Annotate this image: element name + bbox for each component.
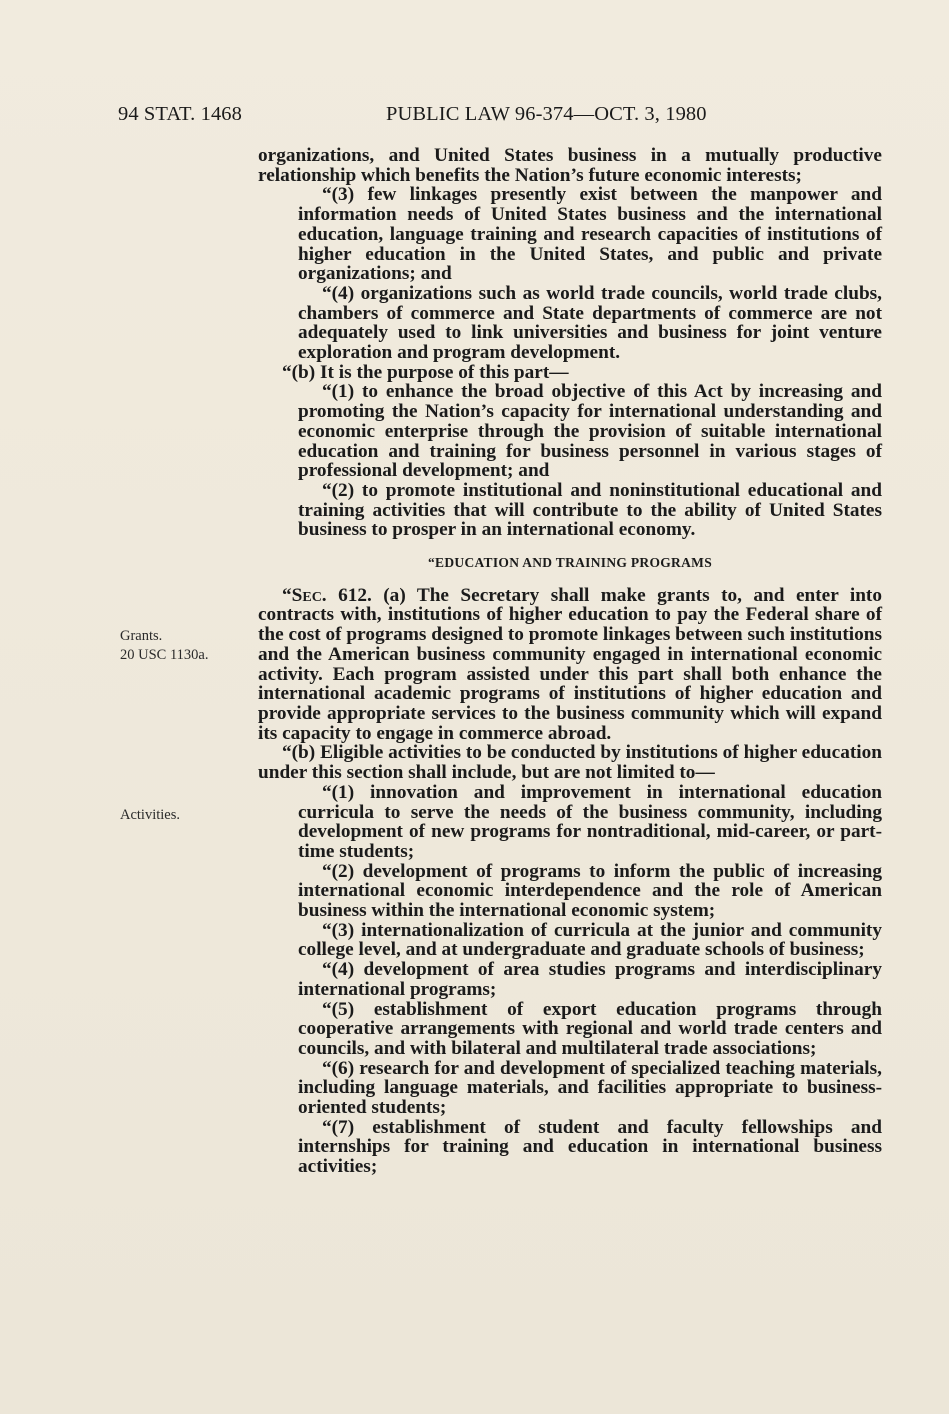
margin-note-usc: 20 USC 1130a.	[120, 647, 209, 663]
paragraph-b1: “(1) to enhance the broad objective of this Act by increasing and promoting the Nation’s capacity for international understanding and economic enterprise through the provision of suitable international education and training for business personnel in various stages of professional development; and	[298, 381, 882, 482]
activity-5: “(5) establishment of export education programs through cooperative arrangements with regional and world trade centers and councils, and with bilateral and multilateral trade associations;	[298, 998, 882, 1059]
sec-label: “Sec.	[282, 584, 327, 606]
paragraph-b-purpose: “(b) It is the purpose of this part—	[282, 361, 569, 383]
stat-citation: 94 STAT. 1468	[118, 103, 242, 125]
public-law-title: PUBLIC LAW 96-374—OCT. 3, 1980	[386, 103, 707, 125]
page-header	[118, 103, 888, 133]
margin-note-activities: Activities.	[120, 807, 181, 823]
paragraph-continuation: organizations, and United States business in a mutually productive relationship which benefits the Nation’s future economic interests;	[258, 145, 882, 186]
activity-1: “(1) innovation and improvement in international education curricula to serve the needs of the business community, including development of new programs for nontraditional, mid-career, or part-time students;	[298, 781, 882, 862]
activity-7: “(7) establishment of student and faculty fellowships and internships for training and education in international business activities;	[298, 1116, 882, 1178]
activity-6: “(6) research for and development of specialized teaching materials, including language materials, and facilities appropriate to business-oriented students;	[298, 1057, 882, 1119]
paragraph-a3: “(3) few linkages presently exist between the manpower and information needs of United States business and the international education, language training and research capacities of institutions of higher education in the United States, and public and private organizations; and	[298, 184, 882, 285]
section-612-b-intro: “(b) Eligible activities to be conducted by institutions of higher education under this section shall include, but are not limited to—	[258, 742, 882, 784]
activity-4: “(4) development of area studies programs and interdisciplinary international programs;	[298, 959, 882, 1000]
activity-2: “(2) development of programs to inform the public of increasing international economic interdependence and the role of American business within the international economic system;	[298, 860, 882, 922]
activity-3: “(3) internationalization of curricula at the junior and community college level, and at undergraduate and graduate schools of business;	[298, 919, 882, 961]
paragraph-b2: “(2) to promote institutional and noninstitutional educational and training activities that will contribute to the ability of United States business to prosper in an international economy.	[298, 479, 882, 541]
margin-note-grants: Grants.	[120, 628, 163, 644]
section-612-a: “Sec. 612. (a) The Secretary shall make grants to, and enter into contracts with, institutions of higher education to pay the Federal share of the cost of programs designed to promote linkages between such institutions and the American business community engaged in international economic activity. Each program assisted under this part shall both enhance the international academic programs of institutions of higher education and provide appropriate services to the business community which will expand its capacity to engage in commerce abroad.	[258, 584, 882, 744]
paragraph-a4: “(4) organizations such as world trade councils, world trade clubs, chambers of commerce and State departments of commerce are not adequately used to link universities and business for joint venture exploration and program development.	[298, 282, 882, 364]
section-heading: “EDUCATION AND TRAINING PROGRAMS	[428, 555, 712, 571]
statute-body	[258, 146, 882, 1177]
